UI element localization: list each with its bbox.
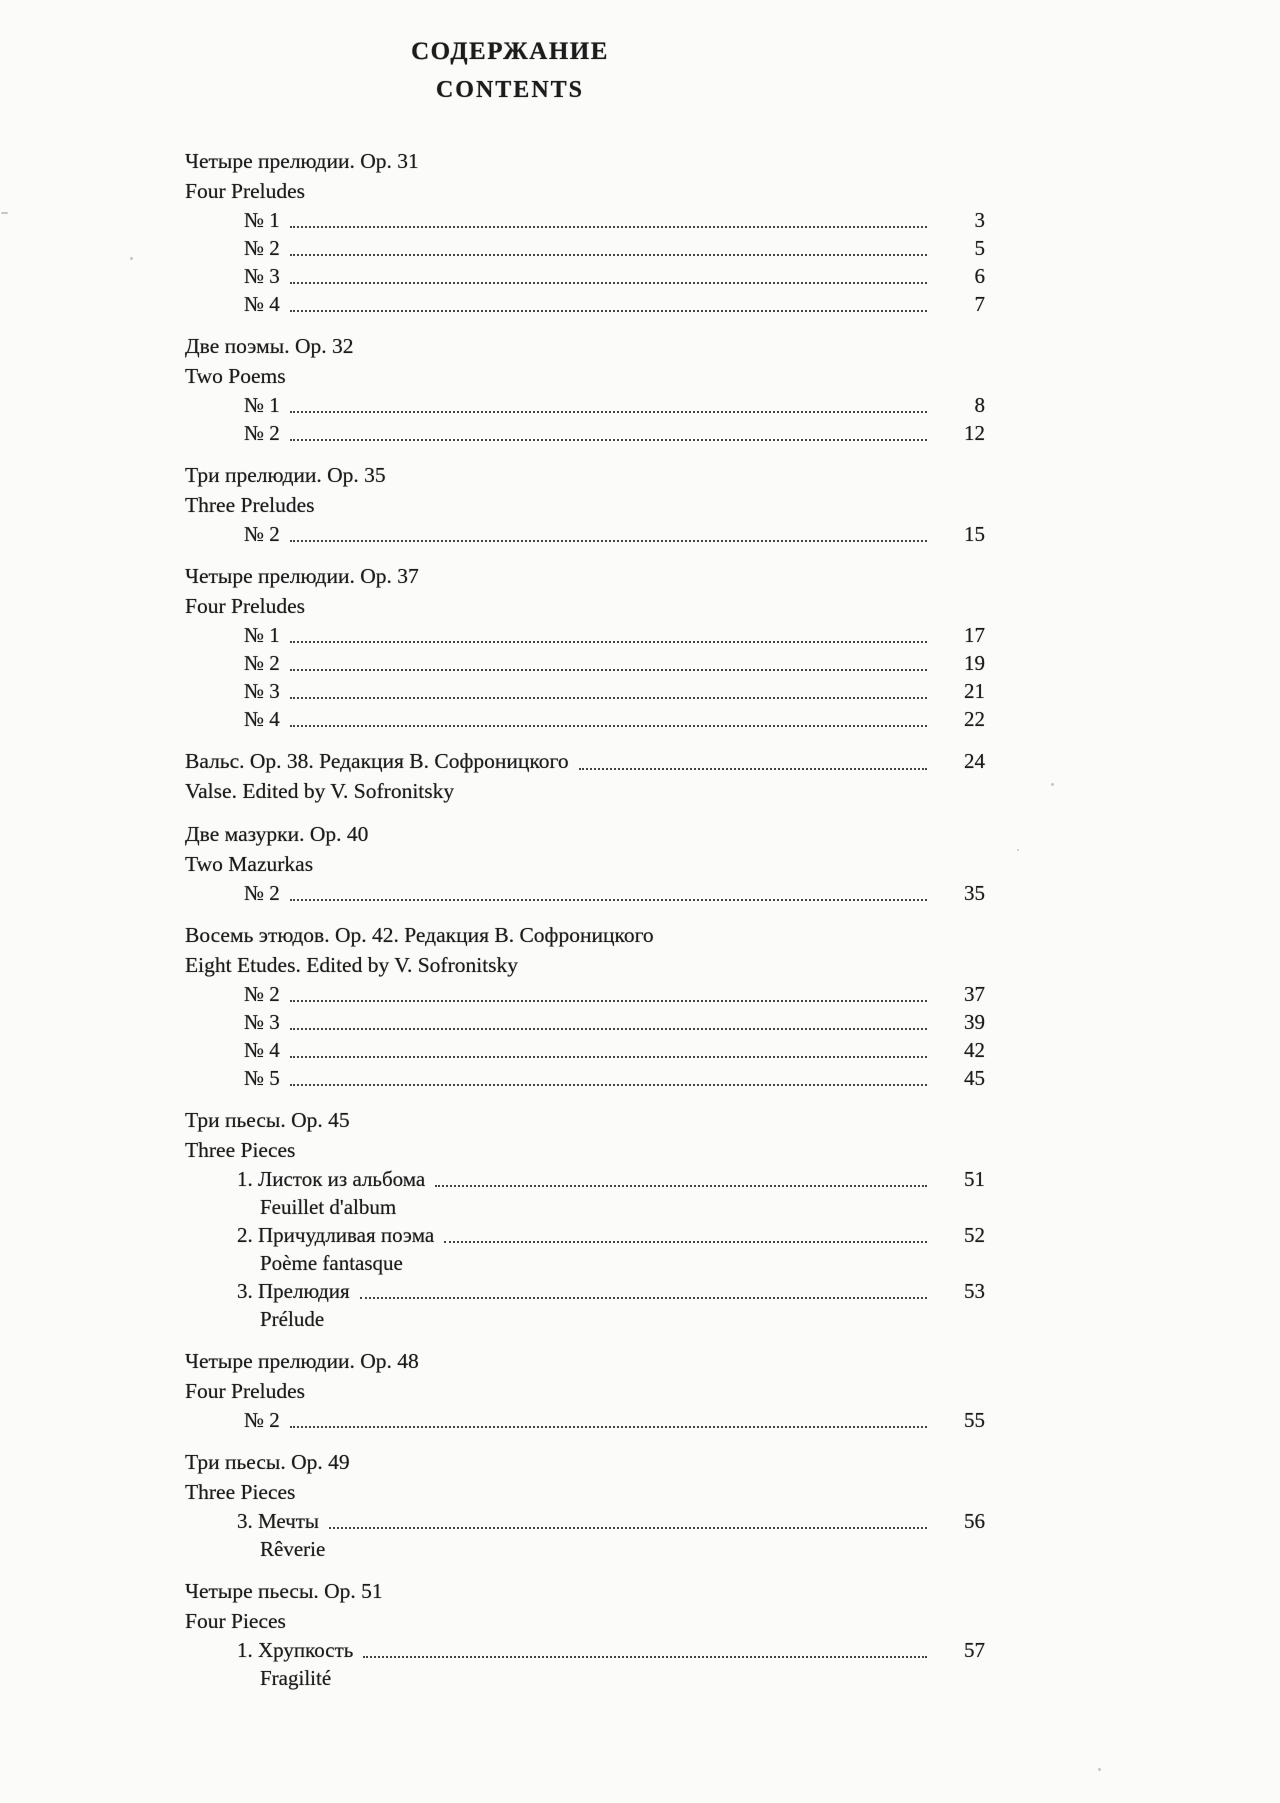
dotted-leader: [360, 1297, 927, 1299]
page-number: 7: [974, 292, 985, 316]
toc-section-op45: [185, 1105, 985, 1333]
page-number: 53: [964, 1279, 985, 1303]
page-title-en: CONTENTS: [435, 77, 585, 103]
toc-entry: [185, 206, 985, 234]
page-number: 3: [974, 208, 985, 232]
entry-label: № 1: [244, 623, 280, 647]
toc-entry: [185, 649, 985, 677]
toc-section-op32: [185, 331, 985, 447]
page-number: 12: [964, 421, 985, 445]
dotted-leader: [290, 254, 927, 256]
entry-subtitle: Feuillet d'album: [260, 1195, 397, 1219]
toc-entry: [185, 1165, 985, 1193]
entry-label: № 2: [244, 651, 280, 675]
section-title-en: Eight Etudes. Edited by V. Sofronitsky: [185, 953, 519, 977]
section-title-en: Two Mazurkas: [185, 852, 314, 876]
entry-label: 2. Причудливая поэма: [237, 1223, 435, 1247]
toc-section-op37: [185, 561, 985, 733]
toc-entry: [185, 1277, 985, 1305]
toc-section-op31: [185, 146, 985, 318]
page-number: 56: [964, 1509, 985, 1533]
toc-section-op35: [185, 460, 985, 548]
page-number: 6: [974, 264, 985, 288]
table-of-contents: [185, 146, 985, 1692]
toc-entry: [185, 419, 985, 447]
section-title-en: Four Preludes: [185, 179, 306, 203]
entry-subtitle: Prélude: [260, 1307, 325, 1331]
toc-entry: [185, 1036, 985, 1064]
dotted-leader: [290, 540, 927, 542]
toc-entry: [185, 1064, 985, 1092]
toc-entry: [185, 980, 985, 1008]
dotted-leader: [329, 1527, 927, 1529]
scan-artifact: [130, 257, 133, 260]
dotted-leader: [290, 1056, 927, 1058]
dotted-leader: [290, 899, 927, 901]
toc-entry: [185, 746, 985, 776]
entry-label: № 2: [244, 881, 280, 905]
section-title-ru: Четыре пьесы. Op. 51: [185, 1579, 383, 1603]
section-title-en: Four Pieces: [185, 1609, 286, 1633]
section-title-ru: Три прелюдии. Op. 35: [185, 463, 386, 487]
entry-subtitle: Fragilité: [260, 1666, 332, 1690]
section-title-ru: Четыре прелюдии. Op. 37: [185, 564, 419, 588]
dotted-leader: [290, 1028, 927, 1030]
page-number: 45: [964, 1066, 985, 1090]
scan-artifact: [1098, 1768, 1101, 1771]
toc-entry: [185, 290, 985, 318]
scan-artifact: [1017, 849, 1019, 851]
section-title-ru: Две мазурки. Op. 40: [185, 822, 369, 846]
entry-label: 1. Листок из альбома: [237, 1167, 426, 1191]
page-number: 51: [964, 1167, 985, 1191]
dotted-leader: [579, 768, 927, 770]
page-number: 57: [964, 1638, 985, 1662]
section-title-ru: Три пьесы. Op. 49: [185, 1450, 350, 1474]
toc-entry: [185, 1636, 985, 1664]
dotted-leader: [363, 1656, 927, 1658]
page-number: 35: [964, 881, 985, 905]
page-number: 5: [974, 236, 985, 260]
toc-section-op42: [185, 920, 985, 1092]
toc-entry: [185, 1406, 985, 1434]
entry-label: № 2: [244, 236, 280, 260]
dotted-leader: [290, 1426, 927, 1428]
toc-section-op48: [185, 1346, 985, 1434]
dotted-leader: [290, 411, 927, 413]
entry-label: 3. Мечты: [237, 1509, 320, 1533]
scan-artifact: [1051, 783, 1054, 786]
toc-entry: [185, 677, 985, 705]
dotted-leader: [290, 1084, 927, 1086]
toc-entry: [185, 879, 985, 907]
section-title-ru: Четыре прелюдии. Op. 48: [185, 1349, 419, 1373]
page-number: 21: [964, 679, 985, 703]
scan-artifact: [1, 212, 8, 214]
toc-section-op38: [185, 746, 985, 806]
dotted-leader: [290, 641, 927, 643]
entry-label: № 2: [244, 982, 280, 1006]
entry-label: № 4: [244, 707, 280, 731]
dotted-leader: [290, 226, 927, 228]
entry-label: № 3: [244, 679, 280, 703]
entry-label: № 2: [244, 522, 280, 546]
entry-label: № 3: [244, 264, 280, 288]
entry-label: № 3: [244, 1010, 280, 1034]
entry-label: № 2: [244, 1408, 280, 1432]
page-number: 15: [964, 522, 985, 546]
entry-subtitle: Rêverie: [260, 1537, 326, 1561]
page-title-ru: СОДЕРЖАНИЕ: [411, 38, 609, 65]
page-number: 22: [964, 707, 985, 731]
page-number: 17: [964, 623, 985, 647]
section-title-en: Valse. Edited by V. Sofronitsky: [185, 779, 455, 803]
toc-entry: [185, 520, 985, 548]
entry-label: № 1: [244, 208, 280, 232]
toc-entry: [185, 1008, 985, 1036]
toc-entry: [185, 1221, 985, 1249]
section-title-en: Four Preludes: [185, 594, 306, 618]
toc-entry: [185, 234, 985, 262]
dotted-leader: [435, 1185, 927, 1187]
dotted-leader: [290, 1000, 927, 1002]
entry-label: 1. Хрупкость: [237, 1638, 354, 1662]
toc-section-op40: [185, 819, 985, 907]
toc-entry: [185, 391, 985, 419]
entry-label: № 2: [244, 421, 280, 445]
section-title-ru: Восемь этюдов. Op. 42. Редакция В. Софроницкого: [185, 923, 654, 947]
entry-label: № 4: [244, 292, 280, 316]
page-number: 8: [974, 393, 985, 417]
dotted-leader: [290, 697, 927, 699]
section-title-en: Three Pieces: [185, 1480, 296, 1504]
page-header: [0, 0, 1020, 104]
page-number: 52: [964, 1223, 985, 1247]
toc-section-op49: [185, 1447, 985, 1563]
section-title-ru: Две поэмы. Op. 32: [185, 334, 354, 358]
toc-entry: [185, 705, 985, 733]
page-number: 19: [964, 651, 985, 675]
entry-subtitle: Poème fantasque: [260, 1251, 403, 1275]
page-number: 42: [964, 1038, 985, 1062]
section-title-en: Two Poems: [185, 364, 286, 388]
dotted-leader: [290, 310, 927, 312]
section-title-ru: Три пьесы. Op. 45: [185, 1108, 350, 1132]
toc-section-op51: [185, 1576, 985, 1692]
dotted-leader: [290, 439, 927, 441]
dotted-leader: [444, 1241, 927, 1243]
dotted-leader: [290, 282, 927, 284]
dotted-leader: [290, 669, 927, 671]
toc-entry: [185, 1507, 985, 1535]
page-number: 55: [964, 1408, 985, 1432]
section-title-en: Three Preludes: [185, 493, 315, 517]
entry-label: № 4: [244, 1038, 280, 1062]
dotted-leader: [290, 725, 927, 727]
entry-label: № 5: [244, 1066, 280, 1090]
page-number: 37: [964, 982, 985, 1006]
page-number: 24: [964, 749, 985, 773]
section-title-ru: Четыре прелюдии. Op. 31: [185, 149, 419, 173]
section-title-en: Four Preludes: [185, 1379, 306, 1403]
toc-entry: [185, 621, 985, 649]
entry-label: 3. Прелюдия: [237, 1279, 350, 1303]
entry-label: № 1: [244, 393, 280, 417]
page-number: 39: [964, 1010, 985, 1034]
toc-entry: [185, 262, 985, 290]
section-title-ru: Вальс. Op. 38. Редакция В. Софроницкого: [185, 749, 569, 773]
section-title-en: Three Pieces: [185, 1138, 296, 1162]
